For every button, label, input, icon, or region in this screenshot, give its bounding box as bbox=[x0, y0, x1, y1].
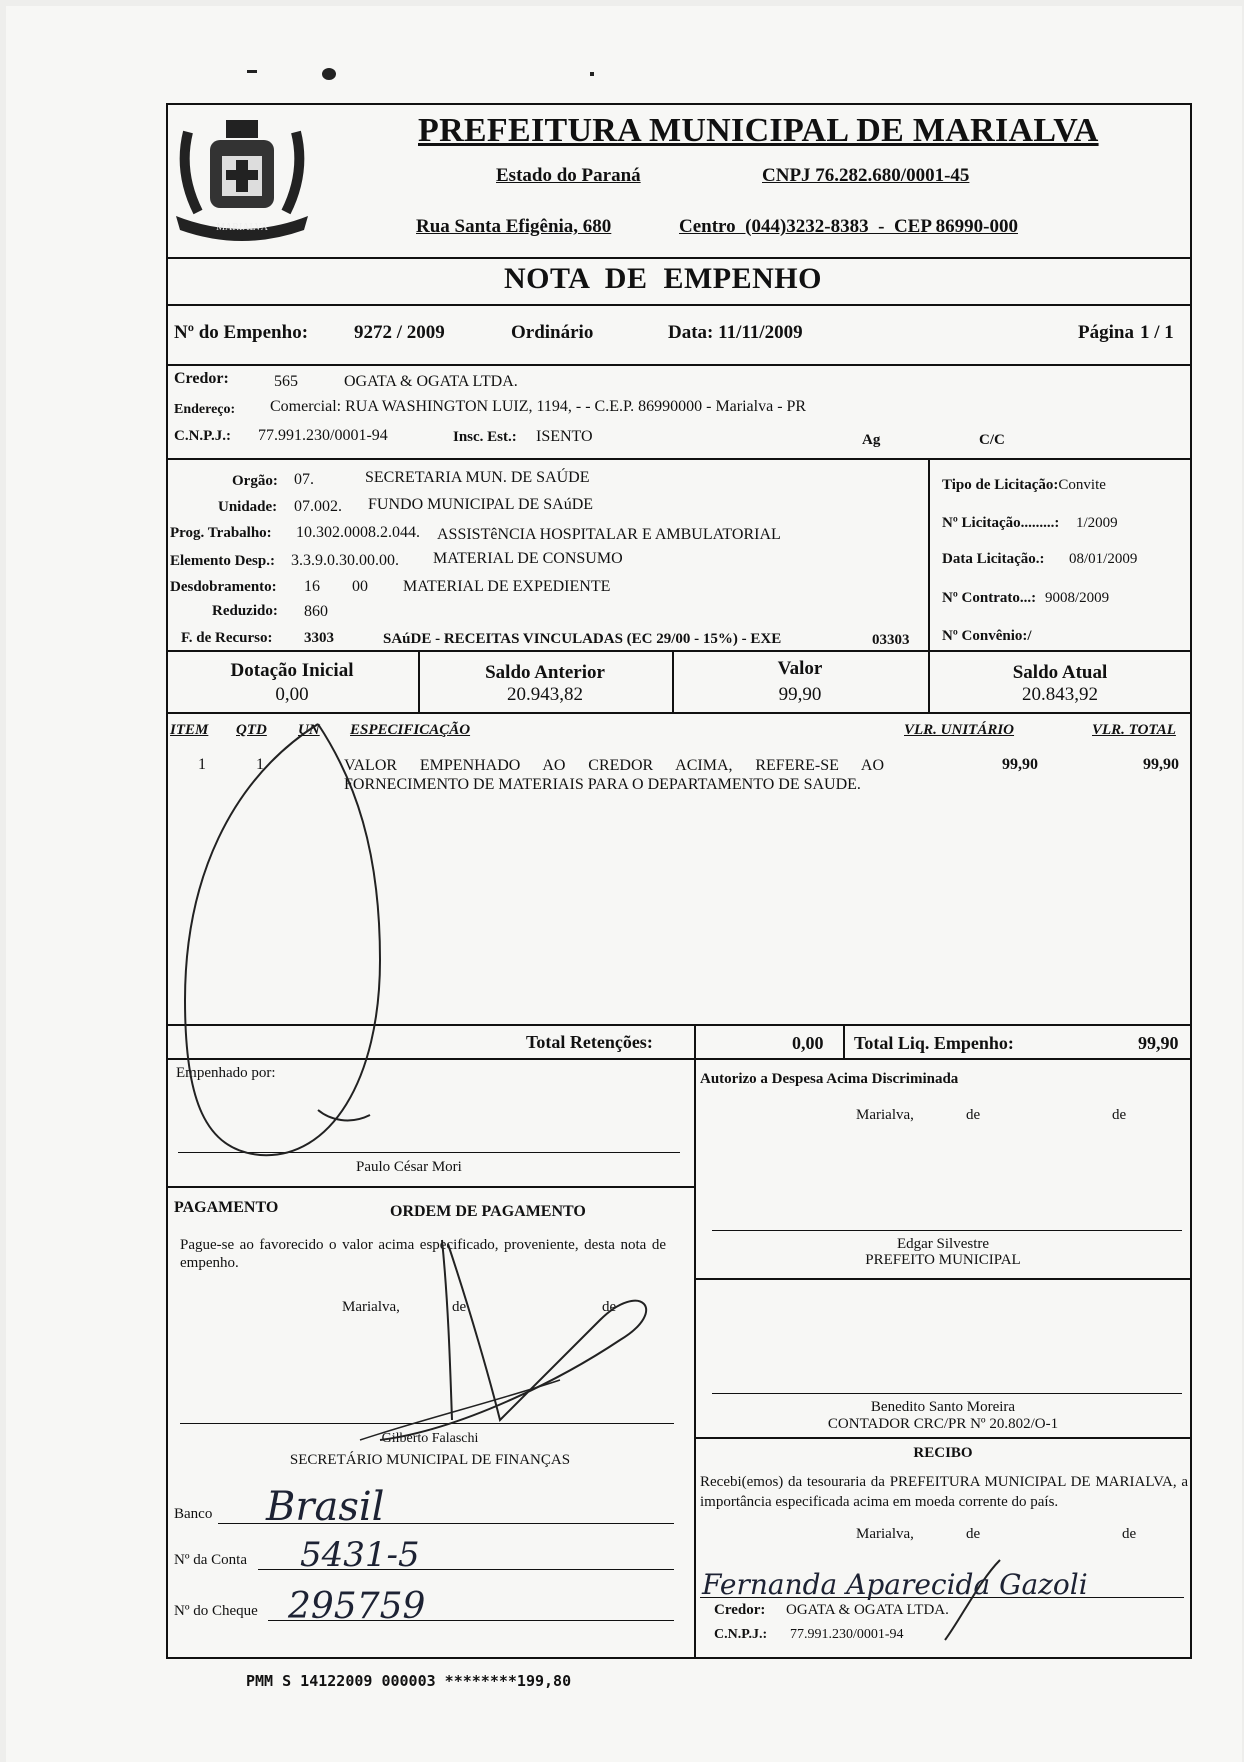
empenho-number-label: Nº do Empenho: bbox=[174, 322, 309, 343]
unidade-label: Unidade: bbox=[218, 499, 278, 515]
liq-label: Total Liq. Empenho: bbox=[854, 1033, 1014, 1053]
recibo-de2: de bbox=[1122, 1526, 1137, 1542]
ie-label: Insc. Est.: bbox=[453, 429, 517, 445]
recurso-code: 3303 bbox=[304, 630, 334, 646]
autorizo-de2: de bbox=[1112, 1107, 1127, 1123]
prog-code: 10.302.0008.2.044. bbox=[296, 524, 420, 541]
endereco-label: Endereço: bbox=[174, 402, 236, 417]
divider bbox=[928, 458, 930, 650]
conta-label: Nº da Conta bbox=[174, 1552, 247, 1568]
contrato-label: Nº Contrato...: bbox=[942, 590, 1037, 606]
liq-value: 99,90 bbox=[1138, 1033, 1179, 1053]
endereco-value: Comercial: RUA WASHINGTON LUIZ, 1194, - - C.E.P. 86990000 - Marialva - PR bbox=[270, 398, 807, 415]
desdobramento-name: MATERIAL DE EXPEDIENTE bbox=[403, 578, 611, 595]
signature-line bbox=[700, 1597, 1184, 1598]
divider bbox=[166, 1058, 1192, 1060]
doc-title: NOTA DE EMPENHO bbox=[504, 262, 822, 295]
header-contact: Centro (044)3232-8383 - CEP 86990-000 bbox=[679, 216, 1018, 237]
divider bbox=[694, 1058, 696, 1659]
divider bbox=[166, 257, 1192, 259]
recurso-label: F. de Recurso: bbox=[181, 630, 273, 646]
orgao-code: 07. bbox=[294, 471, 314, 488]
desdobramento-code1: 16 bbox=[304, 578, 320, 595]
divider bbox=[166, 458, 1192, 460]
convenio-label: Nº Convênio:/ bbox=[942, 628, 1032, 644]
svg-text:Brasil: Brasil bbox=[266, 1484, 385, 1530]
num-licitacao-value: 1/2009 bbox=[1076, 515, 1118, 531]
divider bbox=[694, 1437, 1192, 1439]
empenho-number: 9272 / 2009 bbox=[354, 322, 445, 343]
divider bbox=[166, 1186, 694, 1188]
num-licitacao-label: Nº Licitação.........: bbox=[942, 515, 1060, 531]
recurso-code2: 03303 bbox=[872, 632, 910, 648]
page-value: 1 / 1 bbox=[1140, 322, 1174, 343]
empenho-type: Ordinário bbox=[511, 322, 594, 343]
valor-value: 99,90 bbox=[778, 684, 822, 705]
tipo-licitacao-label: Tipo de Licitação:Convite bbox=[942, 477, 1106, 493]
recibo-cnpj-value: 77.991.230/0001-94 bbox=[790, 1627, 904, 1642]
recibo-text: Recebi(emos) da tesouraria da PREFEITURA MUNICIPAL DE MARIALVA, a importância especificada acima em moeda corrente do país. bbox=[700, 1474, 1188, 1510]
reduzido-value: 860 bbox=[304, 603, 328, 620]
contrato-value: 9008/2009 bbox=[1045, 590, 1110, 606]
desdobramento-label: Desdobramento: bbox=[170, 579, 277, 595]
pagamento-text: Pague-se ao favorecido o valor acima especificado, proveniente, desta nota de empenho. bbox=[180, 1237, 666, 1271]
desdobramento-code2: 00 bbox=[352, 578, 368, 595]
signature-line bbox=[712, 1230, 1182, 1231]
recurso-name: SAúDE - RECEITAS VINCULADAS (EC 29/00 - 15%) - EXE bbox=[383, 631, 782, 647]
cheque-line bbox=[268, 1620, 674, 1621]
dotacao-label: Dotação Inicial bbox=[230, 660, 354, 681]
signature-line bbox=[180, 1423, 674, 1424]
autorizo-label: Autorizo a Despesa Acima Discriminada bbox=[700, 1071, 959, 1087]
scan-speck bbox=[590, 72, 594, 76]
banco-line bbox=[218, 1523, 674, 1524]
divider bbox=[843, 1024, 845, 1058]
empenho-date: Data: 11/11/2009 bbox=[668, 322, 803, 343]
saldo-anterior-label: Saldo Anterior bbox=[485, 662, 605, 683]
ag-label: Ag bbox=[862, 432, 881, 448]
item-vlr-unit: 99,90 bbox=[1002, 756, 1038, 773]
header-cnpj: CNPJ 76.282.680/0001-45 bbox=[762, 165, 970, 186]
header-title: PREFEITURA MUNICIPAL DE MARIALVA bbox=[418, 112, 1099, 149]
svg-text:295759: 295759 bbox=[288, 1586, 426, 1627]
cnpj-label: C.N.P.J.: bbox=[174, 428, 231, 444]
divider bbox=[166, 650, 1192, 652]
header-address: Rua Santa Efigênia, 680 bbox=[416, 216, 612, 237]
autorizo-city: Marialva, bbox=[856, 1107, 914, 1123]
svg-text:5431-5: 5431-5 bbox=[300, 1535, 420, 1575]
col-vlr-unit: VLR. UNITÁRIO bbox=[904, 722, 1015, 738]
item-spec: VALOR EMPENHADO AO CREDOR ACIMA, REFERE-SE AO FORNECIMENTO DE MATERIAIS PARA O DEPARTAMENTO DE SAUDE. bbox=[344, 757, 884, 793]
item-qtd: 1 bbox=[256, 756, 264, 773]
orgao-label: Orgão: bbox=[232, 473, 278, 489]
elemento-name: MATERIAL DE CONSUMO bbox=[433, 550, 623, 567]
data-licitacao-value: 08/01/2009 bbox=[1069, 551, 1138, 567]
divider bbox=[694, 1024, 696, 1058]
banco-label: Banco bbox=[174, 1506, 213, 1522]
signature-line bbox=[712, 1393, 1182, 1394]
divider bbox=[166, 1024, 1192, 1026]
pagamento-de2: de bbox=[602, 1299, 617, 1315]
item-vlr-total: 99,90 bbox=[1143, 756, 1179, 773]
saldo-atual-value: 20.843,92 bbox=[1022, 684, 1098, 705]
recibo-credor-value: OGATA & OGATA LTDA. bbox=[786, 1602, 949, 1618]
recibo-de1: de bbox=[966, 1526, 981, 1542]
city-crest-logo bbox=[168, 112, 316, 242]
credor-label: Credor: bbox=[174, 370, 229, 387]
divider bbox=[166, 364, 1192, 366]
svg-text:Fernanda Aparecida Gazoli: Fernanda Aparecida Gazoli bbox=[702, 1568, 1088, 1601]
col-spec: ESPECIFICAÇÃO bbox=[350, 722, 471, 738]
scan-speck bbox=[322, 68, 336, 80]
prog-name: ASSISTêNCIA HOSPITALAR E AMBULATORIAL bbox=[437, 526, 781, 543]
signature-line bbox=[178, 1152, 680, 1153]
header-state: Estado do Paraná bbox=[496, 165, 641, 186]
footer-stamp: PMM S 14122009 000003 ********199,80 bbox=[246, 1672, 572, 1690]
prefeito-name: Edgar Silvestre bbox=[896, 1236, 990, 1252]
dotacao-value: 0,00 bbox=[275, 684, 309, 705]
cheque-label: Nº do Cheque bbox=[174, 1603, 258, 1619]
secretario-name: Gilberto Falaschi bbox=[381, 1431, 479, 1446]
saldo-atual-label: Saldo Atual bbox=[1012, 662, 1108, 683]
recibo-cnpj-label: C.N.P.J.: bbox=[714, 1627, 768, 1642]
prefeito-title: PREFEITO MUNICIPAL bbox=[865, 1252, 1021, 1268]
retencoes-label: Total Retenções: bbox=[526, 1032, 653, 1052]
cnpj-value: 77.991.230/0001-94 bbox=[258, 427, 388, 444]
divider bbox=[694, 1278, 1192, 1280]
ordem-label: ORDEM DE PAGAMENTO bbox=[390, 1203, 586, 1220]
col-qtd: QTD bbox=[236, 722, 267, 738]
autorizo-de1: de bbox=[966, 1107, 981, 1123]
item-number: 1 bbox=[198, 756, 206, 773]
elemento-code: 3.3.9.0.30.00.00. bbox=[291, 552, 399, 569]
saldo-anterior-value: 20.943,82 bbox=[507, 684, 583, 705]
secretario-title: SECRETÁRIO MUNICIPAL DE FINANÇAS bbox=[289, 1452, 571, 1468]
col-un: UN bbox=[298, 722, 320, 738]
col-item: ITEM bbox=[170, 722, 209, 738]
credor-name: OGATA & OGATA LTDA. bbox=[344, 373, 518, 390]
pagamento-label: PAGAMENTO bbox=[174, 1199, 279, 1216]
empenhado-label: Empenhado por: bbox=[176, 1065, 276, 1081]
divider bbox=[166, 304, 1192, 306]
scan-speck bbox=[247, 70, 257, 73]
svg-text:MARIALVA: MARIALVA bbox=[216, 222, 268, 233]
orgao-name: SECRETARIA MUN. DE SAÚDE bbox=[365, 469, 590, 486]
valor-label: Valor bbox=[777, 658, 823, 679]
recibo-title: RECIBO bbox=[913, 1445, 973, 1461]
unidade-code: 07.002. bbox=[294, 498, 342, 515]
pagamento-de1: de bbox=[452, 1299, 467, 1315]
conta-line bbox=[258, 1569, 674, 1570]
credor-code: 565 bbox=[274, 373, 298, 390]
recibo-credor-label: Credor: bbox=[714, 1602, 766, 1618]
data-licitacao-label: Data Licitação.: bbox=[942, 551, 1045, 567]
col-vlr-total: VLR. TOTAL bbox=[1092, 722, 1176, 738]
empenhado-name: Paulo César Mori bbox=[356, 1159, 462, 1175]
recibo-city: Marialva, bbox=[856, 1526, 914, 1542]
ie-value: ISENTO bbox=[536, 428, 593, 445]
unidade-name: FUNDO MUNICIPAL DE SAúDE bbox=[368, 496, 594, 513]
elemento-label: Elemento Desp.: bbox=[170, 553, 275, 569]
retencoes-value: 0,00 bbox=[792, 1033, 824, 1053]
reduzido-label: Reduzido: bbox=[212, 603, 278, 619]
pagamento-city: Marialva, bbox=[342, 1299, 400, 1315]
contador-title: CONTADOR CRC/PR Nº 20.802/O-1 bbox=[827, 1416, 1059, 1432]
page-label: Página bbox=[1078, 322, 1134, 343]
contador-name: Benedito Santo Moreira bbox=[870, 1399, 1016, 1415]
cc-label: C/C bbox=[979, 432, 1005, 448]
prog-label: Prog. Trabalho: bbox=[170, 525, 272, 541]
divider bbox=[166, 712, 1192, 714]
